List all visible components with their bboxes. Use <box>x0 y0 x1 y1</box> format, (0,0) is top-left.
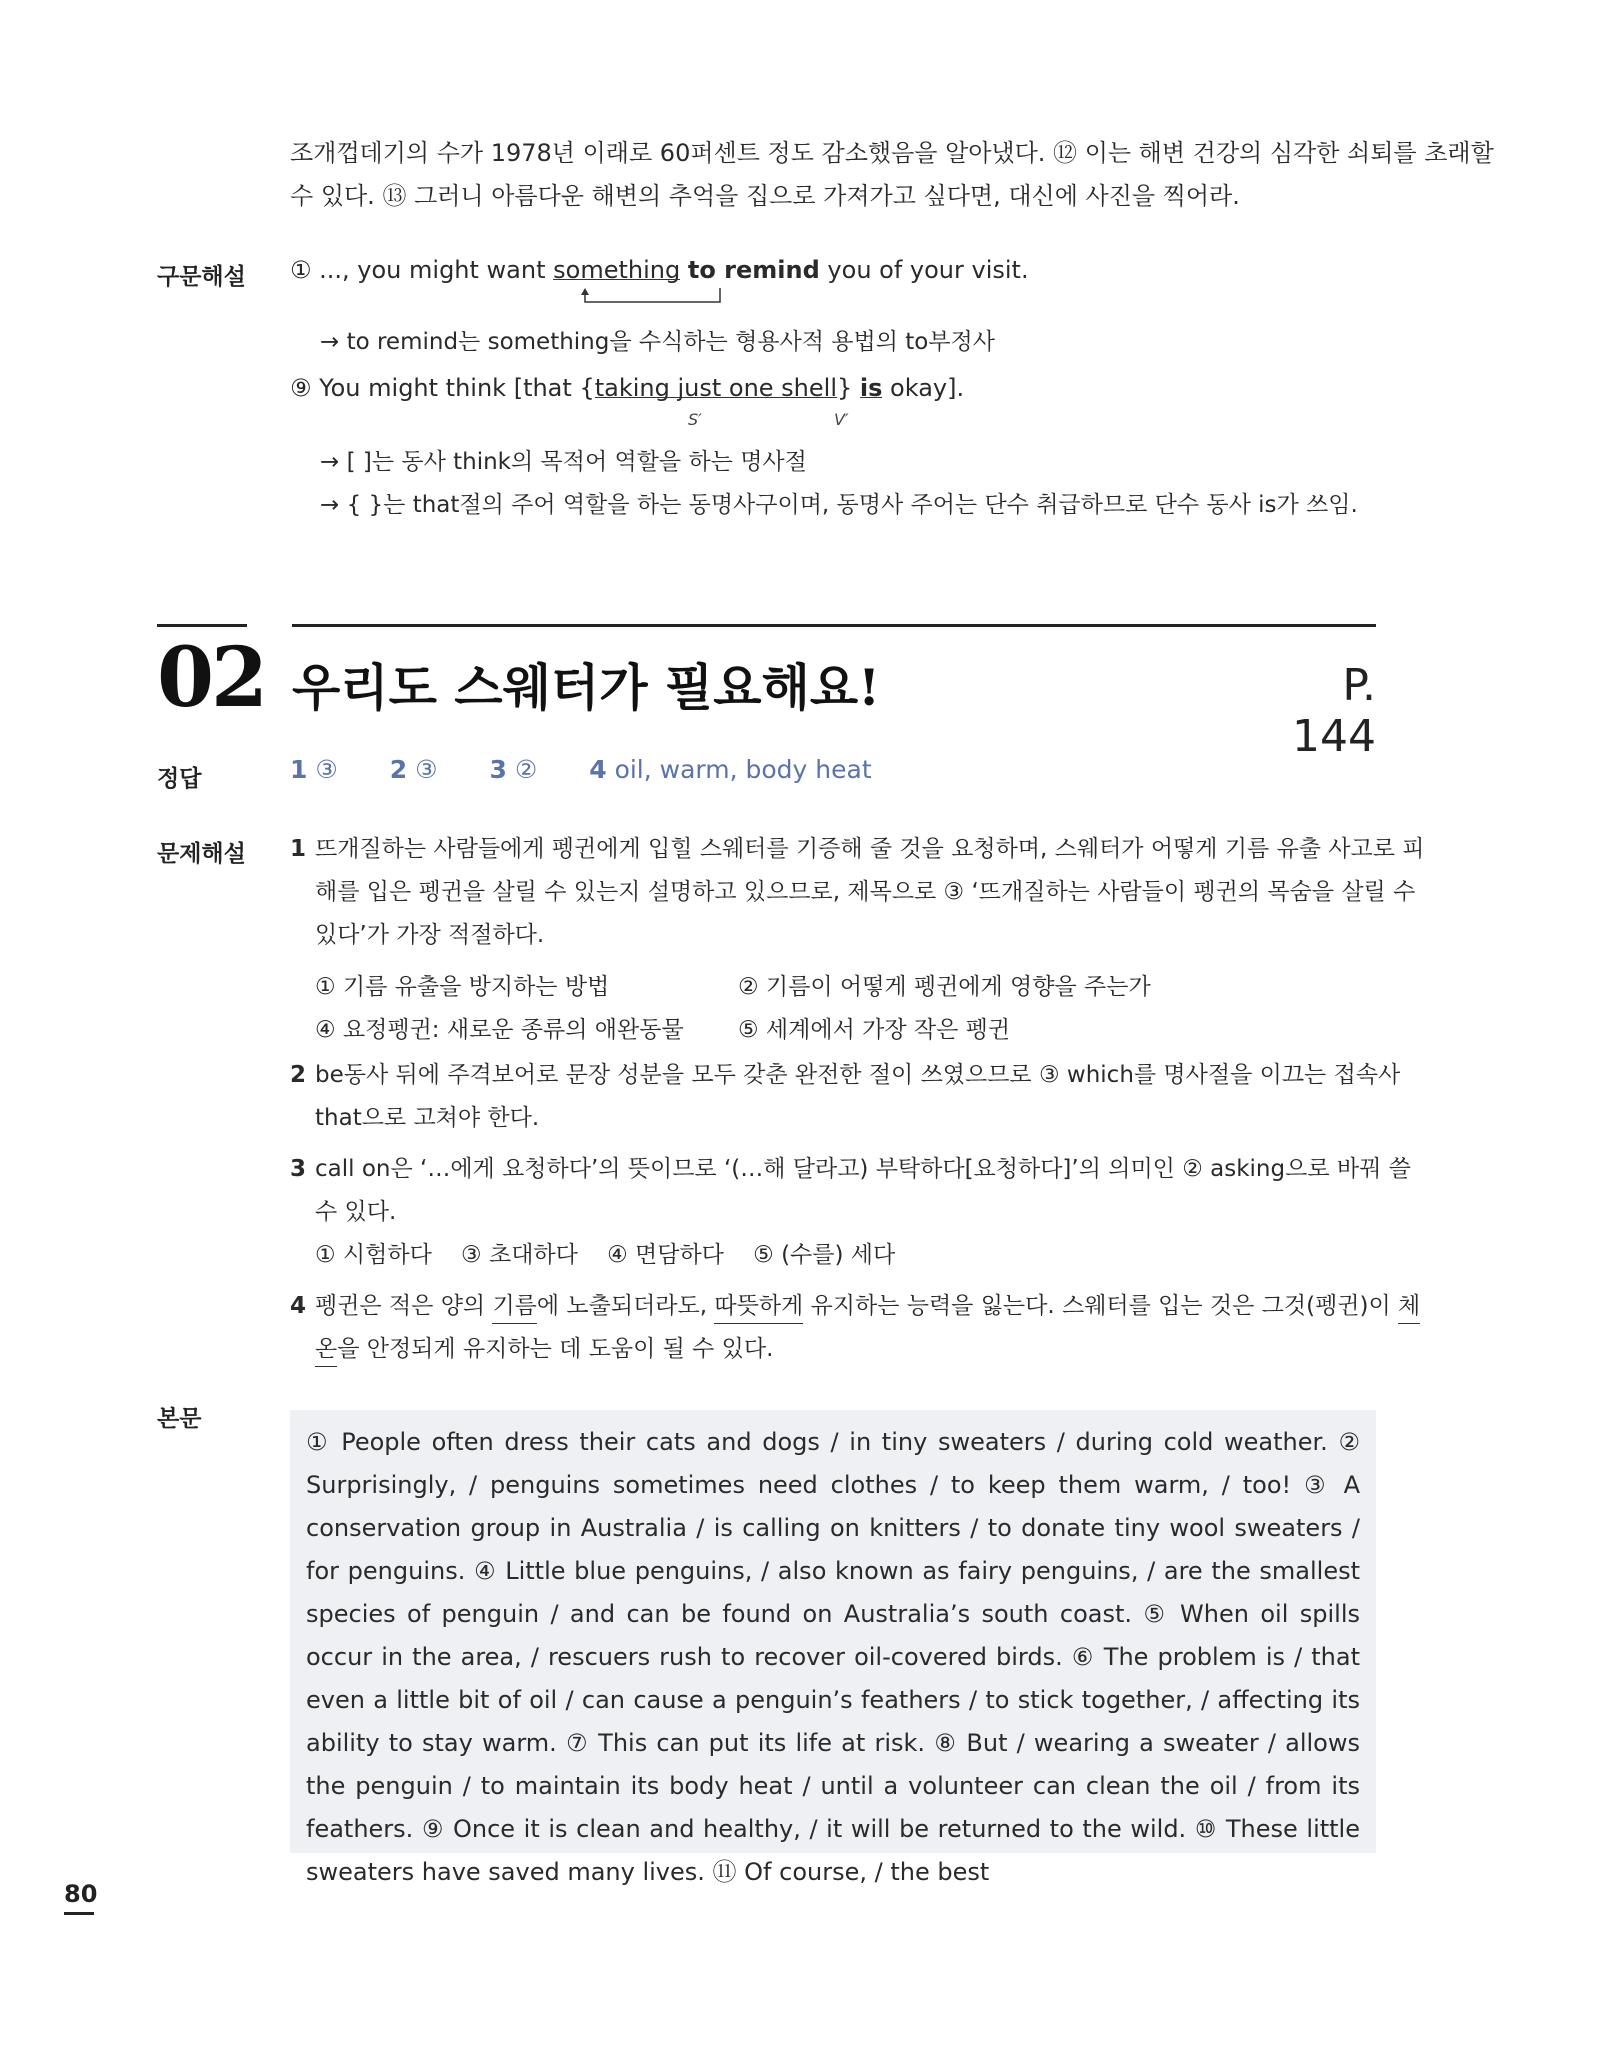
section-title: 우리도 스웨터가 필요해요! <box>292 658 881 717</box>
answer-value: oil, warm, body heat <box>614 755 872 784</box>
q4-text-d: 을 안정되게 유지하는 데 도움이 될 수 있다. <box>337 1336 774 1362</box>
explanation-q2 <box>290 1054 1401 1140</box>
syntax-item2-note1: → [ ]는 동사 think의 목적어 역할을 하는 명사절 <box>320 449 807 475</box>
q4-text-c: 유지하는 능력을 잃는다. 스웨터를 입는 것은 그것(펭귄)이 <box>803 1293 1399 1319</box>
answer-value: ③ <box>315 755 338 784</box>
page-number-underline <box>64 1912 94 1915</box>
syntax-item1 <box>290 256 1029 284</box>
q2-line2: that으로 고쳐야 한다. <box>315 1105 540 1131</box>
q4-line1 <box>315 1285 1421 1328</box>
answer-value: ③ <box>415 755 438 784</box>
q4-blank-body-heat-1: 체 <box>1398 1285 1420 1328</box>
q1-option2: ② 기름이 어떻게 펭귄에게 영향을 주는가 <box>738 974 1151 1000</box>
q3-line1: call on은 ‘…에게 요청하다’의 뜻이므로 ‘(…해 달라고) 부탁하다[요청하다]’의 의미인 ② asking으로 바꿔 쓸 <box>315 1156 1411 1182</box>
syntax-item1-suffix: you of your visit. <box>819 256 1029 284</box>
section-number: 02 <box>157 630 266 726</box>
answers-list <box>290 755 916 784</box>
syntax-item2-note2: → { }는 that절의 주어 역할을 하는 동명사구이며, 동명사 주어는 단수 취급하므로 단수 동사 is가 쓰임. <box>320 492 1358 518</box>
answer-item <box>290 755 360 784</box>
top-paragraph-line1: 조개껍데기의 수가 1978년 이래로 60퍼센트 정도 감소했음을 알아냈다. ⑫ 이는 해변 건강의 심각한 쇠퇴를 초래할 <box>290 139 1494 167</box>
syntax-item1-prefix: ① ..., you might want <box>290 256 554 284</box>
q4-number: 4 <box>290 1293 307 1319</box>
explanation-q1 <box>290 828 1425 957</box>
answer-number: 1 <box>290 755 308 784</box>
q3-line2: 수 있다. <box>315 1199 397 1225</box>
syntax-item2-suffix: okay]. <box>882 374 965 402</box>
answer-number: 3 <box>489 755 507 784</box>
q4-text-a: 펭귄은 적은 양의 <box>315 1293 493 1319</box>
section-title-rule <box>292 624 1376 627</box>
syntax-item2-prefix: ⑨ You might think [that { <box>290 374 595 402</box>
syntax-item1-note: → to remind는 something을 수식하는 형용사적 용법의 to부정사 <box>320 329 995 355</box>
q1-option5: ⑤ 세계에서 가장 작은 펭귄 <box>738 1017 1011 1043</box>
page-number: 80 <box>64 1880 98 1908</box>
top-paragraph <box>290 132 1494 218</box>
q2-line1: be동사 뒤에 주격보어로 문장 성분을 모두 갖춘 완전한 절이 쓰였으므로 ③ which를 명사절을 이끄는 접속사 <box>315 1062 1401 1088</box>
q1-number: 1 <box>290 836 307 862</box>
answer-number: 4 <box>589 755 607 784</box>
q4-line2 <box>315 1328 1376 1371</box>
top-paragraph-line2: 수 있다. ⑬ 그러니 아름다운 해변의 추억을 집으로 가져가고 싶다면, 대신에 사진을 찍어라. <box>290 182 1240 210</box>
q3-number: 3 <box>290 1156 307 1182</box>
q1-line3: 있다’가 가장 적절하다. <box>315 922 545 948</box>
body-label: 본문 <box>157 1406 202 1432</box>
answer-item <box>589 755 893 784</box>
q3-options: ① 시험하다 ③ 초대하다 ④ 면담하다 ⑤ (수를) 세다 <box>315 1242 896 1268</box>
syntax-item1-space <box>680 256 688 284</box>
explanation-q3 <box>290 1148 1411 1277</box>
q4-text-b: 에 노출되더라도, <box>536 1293 715 1319</box>
answer-number: 2 <box>389 755 408 784</box>
q1-option4: ④ 요정펭귄: 새로운 종류의 애완동물 <box>315 1017 684 1043</box>
syntax-item2 <box>290 374 964 402</box>
answer-value: ② <box>514 755 538 784</box>
syntax-label: 구문해설 <box>157 264 246 290</box>
explanation-label: 문제해설 <box>157 841 246 867</box>
q1-option1: ① 기름 유출을 방지하는 방법 <box>315 974 610 1000</box>
verb-mark: V′ <box>834 410 849 429</box>
q1-line1: 뜨개질하는 사람들에게 펭귄에게 입힐 스웨터를 기증해 줄 것을 요청하며, 스웨터가 어떻게 기름 유출 사고로 피 <box>315 836 1425 862</box>
answer-item <box>489 755 559 784</box>
syntax-item1-object: something <box>553 256 681 284</box>
q1-line2: 해를 입은 펭귄을 살릴 수 있는지 설명하고 있으므로, 제목으로 ③ ‘뜨개질하는 사람들이 펭귄의 목숨을 살릴 수 <box>315 879 1416 905</box>
syntax-item1-infinitive: to remind <box>687 256 820 284</box>
syntax-item2-subject: taking just one shell <box>594 374 837 402</box>
answers-label: 정답 <box>157 766 202 792</box>
body-text-box <box>290 1410 1376 1886</box>
syntax-item2-verb: is <box>859 374 883 402</box>
body-text: ① People often dress their cats and dogs / in tiny sweaters / during cold weather. ② Surprisingly, / penguins sometimes need clothes / to keep them warm, / too! ③ A conservation group in Australia / is calling on knitters / to donate tiny wool sweaters / for penguins. ④ Little blue penguins, / also known as fairy penguins, / are the smallest species of penguin / and can be found on Australia’s south coast. ⑤ When oil spills occur in the area, / rescuers rush to recover oil-covered birds. ⑥ The problem is / that even a little bit of oil / can cause a penguin’s feathers / to stick together, / affecting its ability to stay warm. ⑦ This can put its life at risk. ⑧ But / wearing a sweater / allows the penguin / to maintain its body heat / until a volunteer can clean the oil / from its feathers. ⑨ Once it is clean and healthy, / it will be returned to the wild. ⑩ These little sweaters have saved many lives. ⑪ Of course, / the best <box>306 1428 1360 1886</box>
q4-blank-oil: 기름 <box>492 1285 536 1328</box>
explanation-q4 <box>290 1285 1421 1371</box>
page-reference: P. 144 <box>1292 660 1376 762</box>
q4-blank-body-heat-2: 온 <box>315 1328 337 1371</box>
section-number-rule <box>157 624 247 627</box>
subject-mark: S′ <box>688 410 702 429</box>
answer-item <box>390 755 460 784</box>
q4-blank-warm: 따뜻하게 <box>714 1285 803 1328</box>
q2-number: 2 <box>290 1062 307 1088</box>
modifier-arrow-icon <box>570 286 730 308</box>
syntax-item2-mid: } <box>837 374 860 402</box>
